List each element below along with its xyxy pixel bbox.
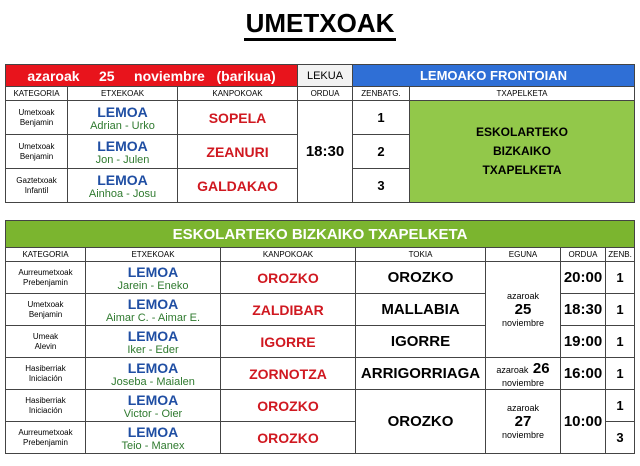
lekua-value: LEMOAKO FRONTOIAN [353,65,635,87]
table-row: Umetxoak Benjamin LEMOA Aimar C. - Aimar E. ZALDIBAR MALLABIA 18:30 1 [6,294,635,326]
table-row: Aurreumetxoak Prebenjamin LEMOA Teio - Manex OROZKO 3 [6,422,635,454]
txapelketa-cell: ESKOLARTEKO BIZKAIKO TXAPELKETA [410,101,635,203]
date-banner: azaroak 25 noviembre (barikua) [6,65,298,87]
table-row: Umetxoak Benjamin LEMOA Adrian - Urko SOPELA 18:30 1 ESKOLARTEKO BIZKAIKO TXAPELKETA [6,101,635,135]
eguna-26: azaroak 26 noviembre [486,358,561,390]
table-row: Gaztetxoak Infantil LEMOA Ainhoa - Josu GALDAKAO 3 [6,169,635,203]
eguna-25: azaroak 25 noviembre [486,262,561,358]
table-row: Hasiberriak Iniciación LEMOA Joseba - Maialen ZORNOTZA ARRIGORRIAGA azaroak 26 noviembre 16:00 1 [6,358,635,390]
table-row: Hasiberriak Iniciación LEMOA Victor - Oier OROZKO OROZKO azaroak 27 noviembre 10:00 1 [6,390,635,422]
table-row: Umeak Alevin LEMOA Iker - Eder IGORRE IGORRE 19:00 1 [6,326,635,358]
table-row: Aurreumetxoak Prebenjamin LEMOA Jarein - Eneko OROZKO OROZKO azaroak 25 noviembre 20:00 1 [6,262,635,294]
top-ordua: 18:30 [298,101,353,203]
page-title: UMETXOAK [0,8,640,39]
txapelketa-banner: ESKOLARTEKO BIZKAIKO TXAPELKETA [6,221,635,248]
eguna-27: azaroak 27 noviembre [486,390,561,454]
top-match-table [5,64,635,203]
table-row: Umetxoak Benjamin LEMOA Jon - Julen ZEANURI 2 [6,135,635,169]
top-header-row: KATEGORIA ETXEKOAK KANPOKOAK ORDUA ZENBATG. TXAPELKETA [6,87,635,101]
lekua-label: LEKUA [298,65,353,87]
bottom-header-row: KATEGORIA ETXEKOAK KANPOKOAK TOKIA EGUNA ORDUA ZENB. [6,248,635,262]
bottom-match-table [5,220,635,454]
